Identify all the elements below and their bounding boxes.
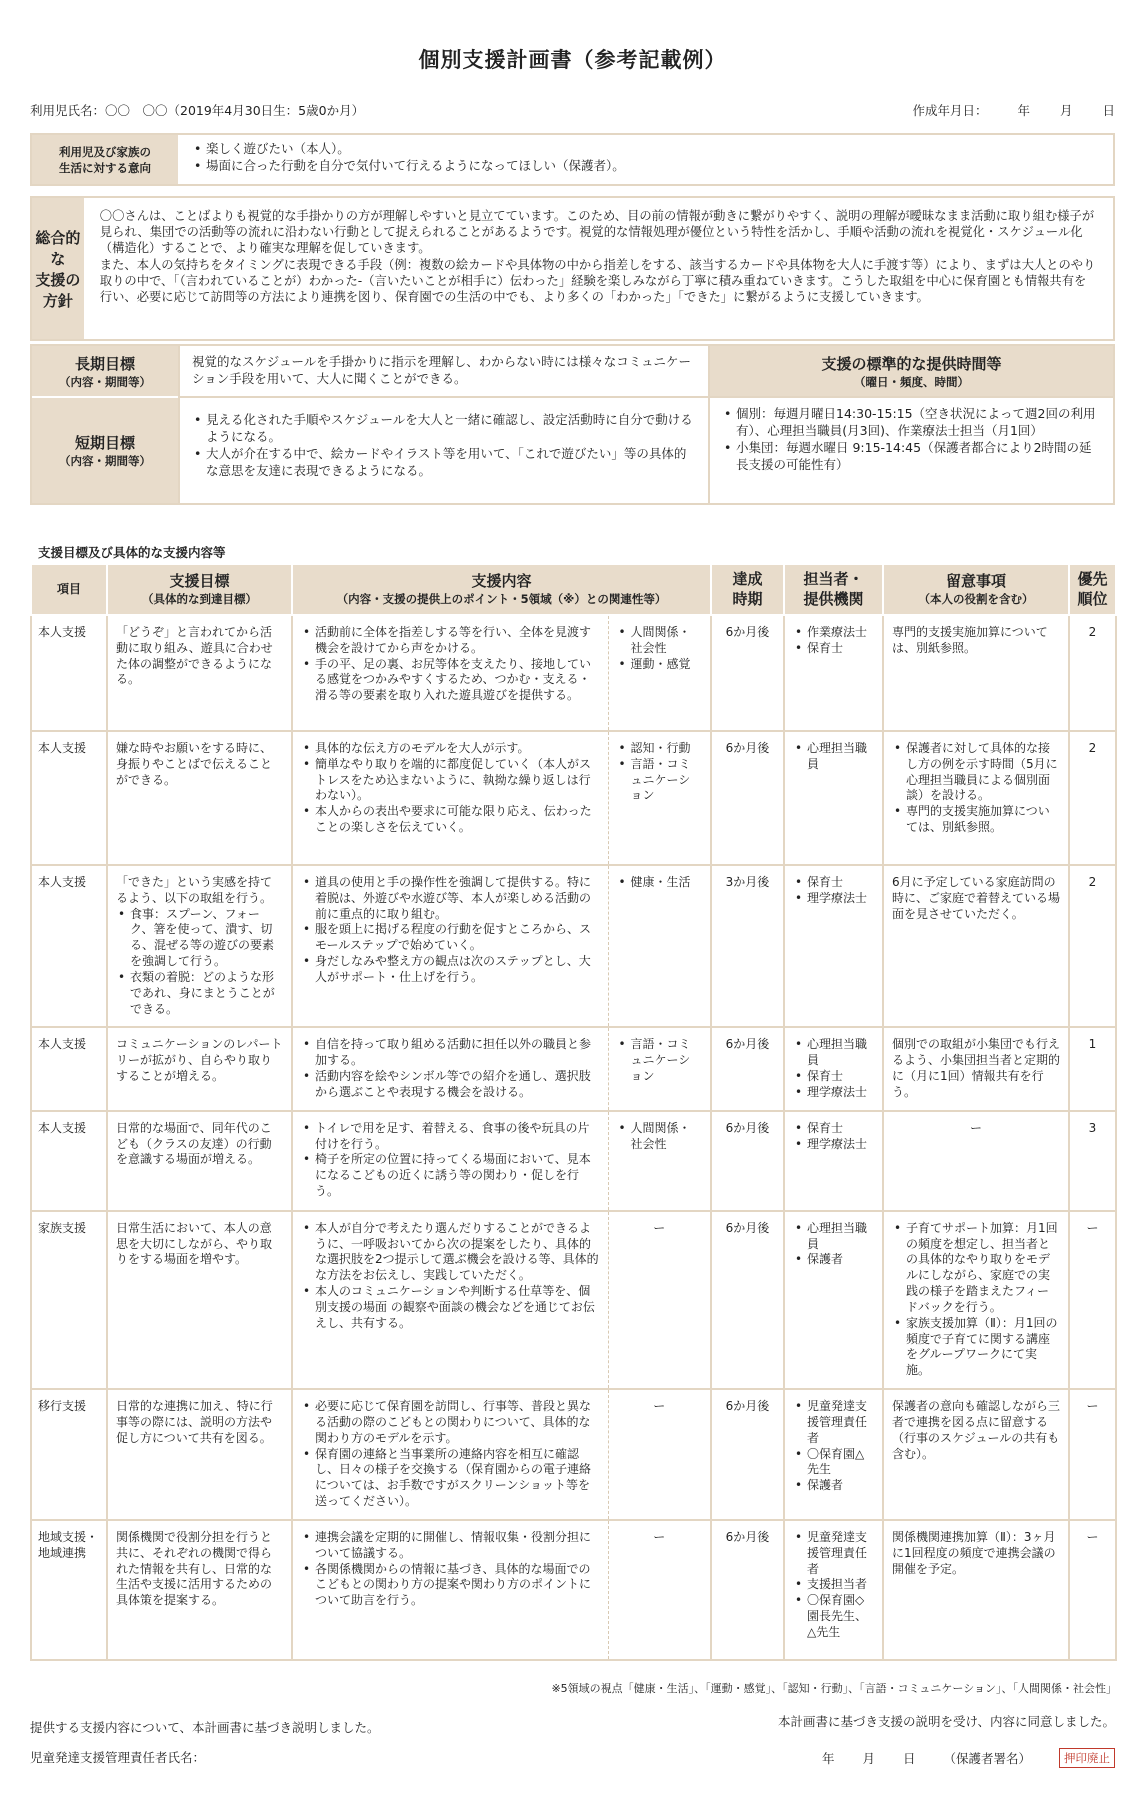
header-item [31,564,107,615]
cell-goal [107,731,292,865]
page-title: 個別支援計画書（参考記載例） [418,48,727,72]
staff-item-list [793,741,874,773]
note-item-list [892,1221,1060,1379]
cell-goal [107,1520,292,1660]
header-goal [107,564,292,615]
cell-notes: 保護者の意向も確認しながら三者で連携を図る点に留意する（行事のスケジュールの共有も含む）。 [883,1389,1069,1520]
cell-content [292,1389,608,1520]
footnote: ※5領域の視点「健康・生活」、「運動・感覚」、「認知・行動」、「言語・コミュニケーション」、「人間関係・社会性」 [551,1682,1117,1695]
long-goal-title: 長期目標 [74,354,135,373]
table-row [31,1211,1116,1389]
cell-goal [107,865,292,1027]
staff-item-list [793,625,874,657]
manager-name-label: 児童発達支援管理責任者氏名： [30,1750,206,1765]
created-year: 年 [1017,103,1030,118]
domain-item-list [617,625,703,672]
intent-label-line1: 利用児及び家族の [59,144,151,159]
goal-text: コミュニケーションのレパートリーが拡がり、自らやり取りすることが増える。 [116,1037,283,1084]
cell-period: 3か月後 [711,865,784,1027]
time-item: • 個別：毎週月曜日14:30-15:15（空き状況によって週2回の利用有）、心理担当職員(月3回)、作業療法士担当（月1回） [722,406,1101,440]
header-staff [784,564,883,615]
staff-item: • 児童発達支援管理責任者 [793,1399,874,1446]
staff-item: • 作業療法士 [793,625,874,641]
domain-item-list [617,741,703,804]
staff-item: • 〇保育園△先生 [793,1447,874,1479]
cell-staff [784,1211,883,1389]
time-sub: （曜日・頻度、時間） [854,374,969,389]
header-item-text: 項目 [56,581,81,596]
table-row [31,865,1116,1027]
content-item-list [301,1037,600,1100]
cell-item: 本人支援 [31,1027,107,1110]
header-priority-1: 優先 [1077,570,1108,588]
staff-item-list [793,875,874,907]
cell-period: 6か月後 [711,1520,784,1660]
cell-period: 6か月後 [711,1389,784,1520]
agreed-text: 本計画書に基づき支援の説明を受け、内容に同意しました。 [777,1714,1115,1729]
content-item: • 身だしなみや整え方の観点は次のステップとし、大人がサポート・仕上げを行う。 [301,954,600,986]
content-item: • 本人のコミュニケーションや判断する仕草等を、個別支援の場面 の観察や面談の機会などを通じてお伝えし、共有する。 [301,1284,600,1331]
cell-priority: 3 [1069,1111,1116,1211]
cell-content [292,865,608,1027]
policy-label-line2: 支援の方針 [35,270,81,310]
header-priority-2: 順位 [1077,589,1108,608]
policy-label-line1: 総合的な [35,228,81,268]
staff-item-list [793,1530,874,1641]
intent-item: • 場面に合った行動を自分で気付いて行えるようになってほしい（保護者）。 [192,158,625,175]
staff-item: • 支援担当者 [793,1577,874,1593]
meta-row [30,101,1115,119]
cell-item: 家族支援 [31,1211,107,1389]
domain-item-list [617,875,703,891]
cell-domains: ー [608,1520,711,1660]
goal-text: 関係機関で役割分担を行うと共に、それぞれの機関で得られた情報を共有し、日常的な生活や支援に活用するための具体策を提案する。 [116,1529,273,1608]
staff-item: • 保育士 [793,875,874,891]
cell-domains [608,731,711,865]
cell-priority: ー [1069,1389,1116,1520]
header-staff-2: 提供機関 [803,589,864,608]
created-day: 日 [1102,103,1115,118]
short-goal-sub: （内容・期間等） [59,454,151,468]
cell-staff [784,1027,883,1110]
created-month: 月 [1059,103,1073,118]
cell-content [292,1027,608,1110]
content-item: • 手の平、足の裏、お尻等体を支えたり、接地している感覚をつかみやすくするため、つかむ・支える・滑る等の要素を取り入れた遊具遊びを提供する。 [301,657,600,704]
cell-notes: 専門的支援実施加算については、別紙参照。 [883,615,1069,731]
intent-label [32,135,178,184]
goal-text: 日常的な場面で、同年代のこども（クラスの友達）の行動を意識する場面が増える。 [116,1120,272,1167]
staff-item: • 心理担当職員 [793,1037,874,1069]
content-item: • 自信を持って取り組める活動に担任以外の職員と参加する。 [301,1037,600,1069]
content-item: • 本人からの表出や要求に可能な限り応え、伝わったことの楽しさを伝えていく。 [301,804,600,836]
created-date [912,101,1115,119]
guardian-label: （保護者署名） [943,1751,1031,1766]
stamp-abolished-badge: 押印廃止 [1059,1748,1115,1768]
header-period-1: 達成 [732,570,763,588]
header-period-2: 時期 [732,589,763,608]
header-goal-text: 支援目標 [169,572,230,591]
staff-item-list [793,1221,874,1268]
staff-item: • 理学療法士 [793,1085,874,1101]
staff-item: • 理学療法士 [793,891,874,907]
sign-year: 年 [821,1751,835,1766]
cell-domains [608,1027,711,1110]
goal-text: 「どうぞ」と言われてから活動に取り組み、遊具に合わせた体の調整ができるようになる。 [116,625,273,687]
header-content-text: 支援内容 [471,572,532,591]
long-goal-label [32,346,178,396]
cell-domains: ー [608,1389,711,1520]
time-body [708,396,1113,503]
goal-item: • 衣類の着脱：どのような形であれ、身にまとうことができる。 [116,970,283,1017]
content-item-list [301,1530,600,1609]
policy-text: 〇〇さんは、ことばよりも視覚的な手掛かりの方が理解しやすいと見立てています。このため、目の前の情報が動きに繋がりやすく、説明の理解が曖昧なまま活動に取り組む様子が見られ、集団での活動等の流れに沿わない行動として捉えられることがあるようです。視覚的な情報処理が優位という特性を活かし、手順や活動の流れを視覚化・スケジュール化（構造化）することで、より確実な理解を促していきます。 また、本人の気持ちをタイミングに表現できる手段（例：複数の絵カードや具体物の中から指差しをする、該当するカードや具体物を大人に手渡す等）により、まずは大人とのやり取りの中で、「（言われていることが）わかった-（言いたいことが相手に）伝わった」経験を楽しみながら丁寧に積み重ねていきます。こうした取組を中心に保育園とも情報共有を行い、必要に応じて訪問等の方法により連携を図り、保育園での生活の中でも、より多くの「わかった」「できた」に繋がるように支援していきます。 [99,209,1096,305]
cell-priority: 2 [1069,731,1116,865]
short-goal-title: 短期目標 [74,434,135,452]
header-content [292,564,711,615]
content-item: • 服を頭上に掲げる程度の行動を促すところから、スモールステップで始めていく。 [301,922,600,954]
staff-item: • 保育士 [793,641,874,657]
policy-label [32,198,84,339]
cell-notes: 個別での取組が小集団でも行えるよう、小集団担当者と定期的に（月に1回）情報共有を行う。 [883,1027,1069,1110]
staff-item: • 心理担当職員 [793,1221,874,1253]
header-priority [1069,564,1116,615]
intent-item: • 楽しく遊びたい（本人）。 [192,141,625,158]
cell-item: 本人支援 [31,865,107,1027]
domain-item: • 言語・コミュニケーション [617,1037,703,1084]
content-item: • 活動内容を絵やシンボル等での紹介を通し、選択肢から選ぶことや表現する機会を設ける。 [301,1069,600,1101]
cell-priority: 1 [1069,1027,1116,1110]
domain-item: • 言語・コミュニケーション [617,757,703,804]
cell-notes [883,731,1069,865]
cell-staff [784,731,883,865]
intent-label-line2: 生活に対する意向 [59,160,151,175]
cell-goal [107,1389,292,1520]
cell-notes: 関係機関連携加算（Ⅱ）：3ヶ月に1回程度の頻度で連携会議の開催を予定。 [883,1520,1069,1660]
staff-item: • 保育士 [793,1069,874,1085]
cell-period: 6か月後 [711,1027,784,1110]
short-goal-label [32,396,178,503]
domain-item: • 認知・行動 [617,741,703,757]
domain-item: • 健康・生活 [617,875,703,891]
time-label [708,346,1113,396]
table-row [31,731,1116,865]
sign-day: 日 [902,1751,916,1766]
content-item: • トイレで用を足す、着替える、食事の後や玩具の片付けを行う。 [301,1121,600,1153]
header-staff-1: 担当者・ [803,570,864,588]
goal-item-list [116,907,283,1018]
staff-item: • 保護者 [793,1478,874,1494]
cell-item: 本人支援 [31,615,107,731]
cell-goal [107,1111,292,1211]
cell-domains: ー [608,1211,711,1389]
policy-box [30,196,1115,341]
cell-domains [608,865,711,1027]
explained-text: 提供する支援内容について、本計画書に基づき説明しました。 [30,1720,380,1735]
cell-priority: ー [1069,1211,1116,1389]
header-content-sub: （内容・支援の提供上のポイント・5領域（※）との関連性等） [336,591,667,606]
cell-item: 地域支援・地域連携 [31,1520,107,1660]
content-item: • 道具の使用と手の操作性を強調して提供する。特に着脱は、外遊びや水遊び等、本人が楽しめる活動の前に重点的に取り組む。 [301,875,600,922]
goal-text: 嫌な時やお願いをする時に、身振りやことばで伝えることができる。 [116,741,273,787]
staff-item-list [793,1121,874,1153]
note-item: • 専門的支援実施加算については、別紙参照。 [892,804,1060,836]
cell-period: 6か月後 [711,615,784,731]
cell-goal [107,615,292,731]
intent-body [178,135,639,184]
guardian-signature-row [794,1748,1115,1768]
cell-domains [608,1111,711,1211]
cell-notes: 6月に予定している家庭訪問の時に、ご家庭で着替えている場面を見させていただく。 [883,865,1069,1027]
content-item: • 必要に応じて保育園を訪問し、行事等、普段と異なる活動の際のこどもとの関わりについて、具体的な関わり方のモデルを示す。 [301,1399,600,1446]
content-item-list [301,875,600,986]
staff-item: • 保護者 [793,1252,874,1268]
cell-period: 6か月後 [711,1111,784,1211]
cell-domains [608,615,711,731]
goal-text: 日常的な連携に加え、特に行事等の際には、説明の方法や促し方について共有を図る。 [116,1399,273,1445]
content-item: • 活動前に全体を指差しする等を行い、全体を見渡す機会を設けてから声をかける。 [301,625,600,657]
cell-priority: 2 [1069,865,1116,1027]
cell-period: 6か月後 [711,731,784,865]
cell-staff [784,1389,883,1520]
note-item: • 保護者に対して具体的な接し方の例を示す時間（5月に心理担当職員による個別面談）を設ける。 [892,741,1060,804]
sign-month: 月 [862,1751,875,1766]
note-item-list [892,741,1060,836]
cell-period: 6か月後 [711,1211,784,1389]
table-header-row [31,564,1116,615]
cell-staff [784,865,883,1027]
staff-item: • 心理担当職員 [793,741,874,773]
long-goal-text: 視覚的なスケジュールを手掛かりに指示を理解し、わからない時には様々なコミュニケーション手段を用いて、大人に聞くことができる。 [178,346,708,396]
goal-text: 日常生活において、本人の意思を大切にしながら、やり取りをする場面を増やす。 [116,1220,273,1267]
cell-content [292,1520,608,1660]
domain-item: • 人間関係・社会性 [617,625,703,657]
domain-item-list [617,1037,703,1084]
staff-item: • 保育士 [793,1121,874,1137]
table-row [31,1111,1116,1211]
content-item: • 椅子を所定の位置に持ってくる場面において、見本になるこどもの近くに誘う等の関わり・促しを行う。 [301,1152,600,1199]
header-notes-sub: （本人の役割を含む） [918,591,1034,606]
short-goal-item: • 大人が介在する中で、絵カードやイラスト等を用いて、「これで遊びたい」等の具体的な意思を友達に表現できるようになる。 [192,446,696,480]
child-name: 利用児氏名：〇〇 〇〇（2019年4月30日生：5歳0か月） [30,103,365,118]
time-item: • 小集団：毎週水曜日 9:15-14:45（保護者都合により2時間の延長支援の可能性有） [722,440,1101,474]
cell-content [292,1211,608,1389]
cell-notes: ー [883,1111,1069,1211]
plan-table [30,563,1117,1661]
cell-goal [107,1027,292,1110]
staff-item: • 〇保育園◇園長先生、△先生 [793,1593,874,1640]
created-label: 作成年月日： [912,103,988,118]
cell-priority: 2 [1069,615,1116,731]
header-period [711,564,784,615]
content-item-list [301,1221,600,1332]
header-notes [883,564,1069,615]
note-item: • 子育てサポート加算：月1回の頻度を想定し、担当者との具体的なやり取りをモデルにしながら、家庭での実践の様子を踏まえたフィードバックを行う。 [892,1221,1060,1316]
cell-item: 本人支援 [31,731,107,865]
header-goal-sub: （具体的な到達目標） [142,591,257,606]
table-row [31,1027,1116,1110]
cell-item: 移行支援 [31,1389,107,1520]
intent-box [30,133,1115,186]
cell-staff [784,615,883,731]
content-item-list [301,741,600,836]
content-item-list [301,1399,600,1510]
content-item: • 保育園の連絡と当事業所の連絡内容を相互に確認し、日々の様子を交換する（保育園からの電子連絡については、お手数ですがスクリーンショット等を送ってください）。 [301,1447,600,1510]
note-item: • 家族支援加算（Ⅱ）：月1回の頻度で子育てに関する講座をグループワークにて実施。 [892,1316,1060,1379]
content-item: • 簡単なやり取りを端的に都度促していく（本人がストレスをため込まないように、執拗な繰り返しは行わない）。 [301,757,600,804]
domain-item: • 人間関係・社会性 [617,1121,703,1153]
goal-item: • 食事：スプーン、フォーク、箸を使って、潰す、切る、混ぜる等の遊びの要素を強調して行う。 [116,907,283,970]
staff-item-list [793,1037,874,1100]
content-item: • 本人が自分で考えたり選んだりすることができるように、一呼吸おいてから次の提案をしたり、具体的な選択肢を2つ提示して選ぶ機会を設ける等、具体的な方法をお伝えし、実践していただく。 [301,1221,600,1284]
plan-table-body [31,615,1116,1660]
staff-item: • 児童発達支援管理責任者 [793,1530,874,1577]
staff-item-list [793,1399,874,1494]
section-title: 支援目標及び具体的な支援内容等 [38,545,226,560]
cell-notes [883,1211,1069,1389]
cell-staff [784,1520,883,1660]
cell-content [292,1111,608,1211]
short-goal-item: • 見える化された手順やスケジュールを大人と一緒に確認し、設定活動時に自分で動けるようになる。 [192,412,696,446]
content-item: • 具体的な伝え方のモデルを大人が示す。 [301,741,600,757]
content-item: • 各関係機関からの情報に基づき、具体的な場面でのこどもとの関わり方の提案や関わり方のポイントについて助言を行う。 [301,1562,600,1609]
table-row [31,615,1116,731]
table-row [31,1520,1116,1660]
short-goal-body [178,396,708,503]
goals-box [30,344,1115,505]
staff-item: • 理学療法士 [793,1137,874,1153]
content-item: • 連携会議を定期的に開催し、情報収集・役割分担について協議する。 [301,1530,600,1562]
time-title: 支援の標準的な提供時間等 [821,354,1002,373]
cell-content [292,731,608,865]
content-item-list [301,1121,600,1200]
domain-item-list [617,1121,703,1153]
content-item-list [301,625,600,704]
cell-priority: ー [1069,1520,1116,1660]
cell-item: 本人支援 [31,1111,107,1211]
cell-staff [784,1111,883,1211]
table-row [31,1389,1116,1520]
cell-content [292,615,608,731]
cell-goal [107,1211,292,1389]
long-goal-sub: （内容・期間等） [59,374,151,389]
goal-text: 「できた」という実感を持てるよう、以下の取組を行う。 [116,875,273,905]
domain-item: • 運動・感覚 [617,657,703,673]
header-notes-text: 留意事項 [945,572,1006,591]
